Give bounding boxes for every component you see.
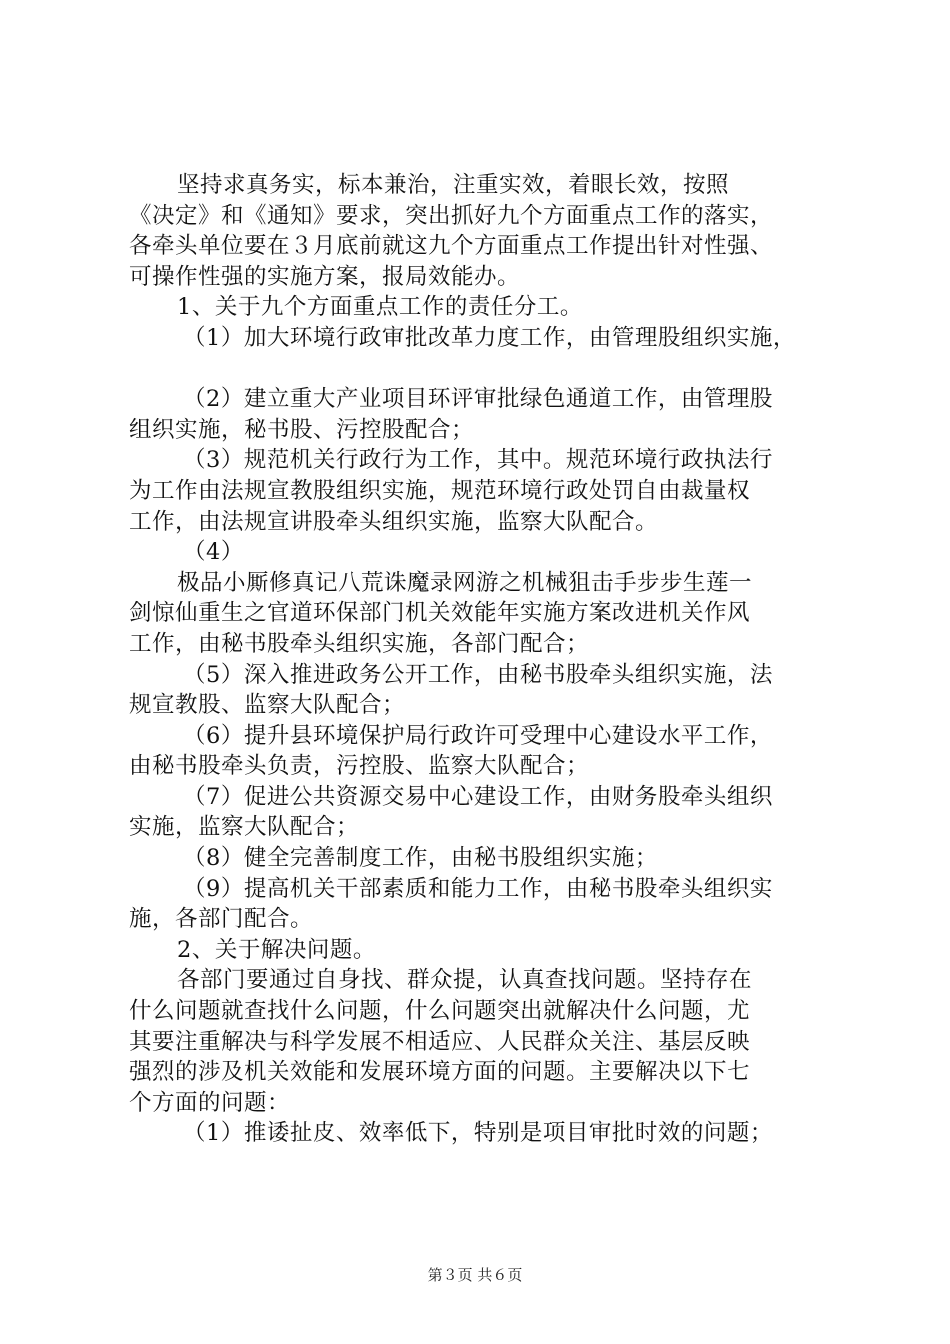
paragraph-line: （4）: [183, 539, 244, 566]
paragraph-line: （2）建立重大产业项目环评审批绿色通道工作，由管理股: [183, 386, 773, 413]
paragraph-line: 各牵头单位要在３月底前就这九个方面重点工作提出针对性强、: [129, 233, 774, 260]
paragraph-line: 坚持求真务实，标本兼治，注重实效，着眼长效，按照: [177, 172, 730, 198]
paragraph-line: （1）推诿扯皮、效率低下，特别是项目审批时效的问题；: [183, 1120, 773, 1147]
paragraph-line: 工作，由法规宣讲股牵头组织实施，监察大队配合。: [129, 508, 659, 535]
paragraph-line: 规宣教股、监察大队配合；: [129, 692, 406, 719]
paragraph-line: （7）促进公共资源交易中心建设工作，由财务股牵头组织: [183, 783, 773, 810]
paragraph-line: 组织实施，秘书股、污控股配合；: [129, 416, 475, 443]
paragraph-line: 什么问题就查找什么问题，什么问题突出就解决什么问题，尤: [129, 998, 751, 1025]
paragraph-line: （6）提升县环境保护局行政许可受理中心建设水平工作，: [183, 722, 773, 749]
paragraph-line: （1）加大环境行政审批改革力度工作，由管理股组织实施，: [183, 324, 796, 351]
paragraph-line: 施，各部门配合。: [129, 906, 314, 933]
paragraph-line: （9）提高机关干部素质和能力工作，由秘书股牵头组织实: [183, 875, 773, 902]
paragraph-line: 剑惊仙重生之官道环保部门机关效能年实施方案改进机关作风: [129, 600, 751, 627]
page-footer: 第３页 共６页: [427, 1266, 523, 1284]
paragraph-line: 为工作由法规宣教股组织实施，规范环境行政处罚自由裁量权: [129, 477, 751, 504]
blank-line: [129, 354, 829, 385]
paragraph-line: 强烈的涉及机关效能和发展环境方面的问题。主要解决以下七: [129, 1059, 751, 1086]
paragraph-line: 由秘书股牵头负责，污控股、监察大队配合；: [129, 753, 590, 780]
paragraph-line: 《决定》和《通知》要求，突出抓好九个方面重点工作的落实，: [129, 202, 774, 229]
paragraph-line: （8）健全完善制度工作，由秘书股组织实施；: [183, 845, 658, 872]
section-heading: 1、关于九个方面重点工作的责任分工。: [177, 294, 583, 321]
paragraph-line: 其要注重解决与科学发展不相适应、人民群众关注、基层反映: [129, 1028, 751, 1055]
document-body: [129, 170, 829, 1149]
paragraph-line: 实施，监察大队配合；: [129, 814, 360, 841]
paragraph-line: （3）规范机关行政行为工作，其中。规范环境行政执法行: [183, 447, 773, 474]
section-heading: 2、关于解决问题。: [177, 936, 376, 963]
paragraph-line: 工作，由秘书股牵头组织实施，各部门配合；: [129, 630, 590, 657]
paragraph-line: 可操作性强的实施方案，报局效能办。: [129, 263, 521, 290]
paragraph-line: 各部门要通过自身找、群众提，认真查找问题。坚持存在: [177, 967, 753, 994]
paragraph-line: 极品小厮修真记八荒诛魔录网游之机械狙击手步步生莲一: [177, 569, 753, 596]
paragraph-line: （5）深入推进政务公开工作，由秘书股牵头组织实施，法: [183, 661, 773, 688]
paragraph-line: 个方面的问题：: [129, 1089, 291, 1116]
